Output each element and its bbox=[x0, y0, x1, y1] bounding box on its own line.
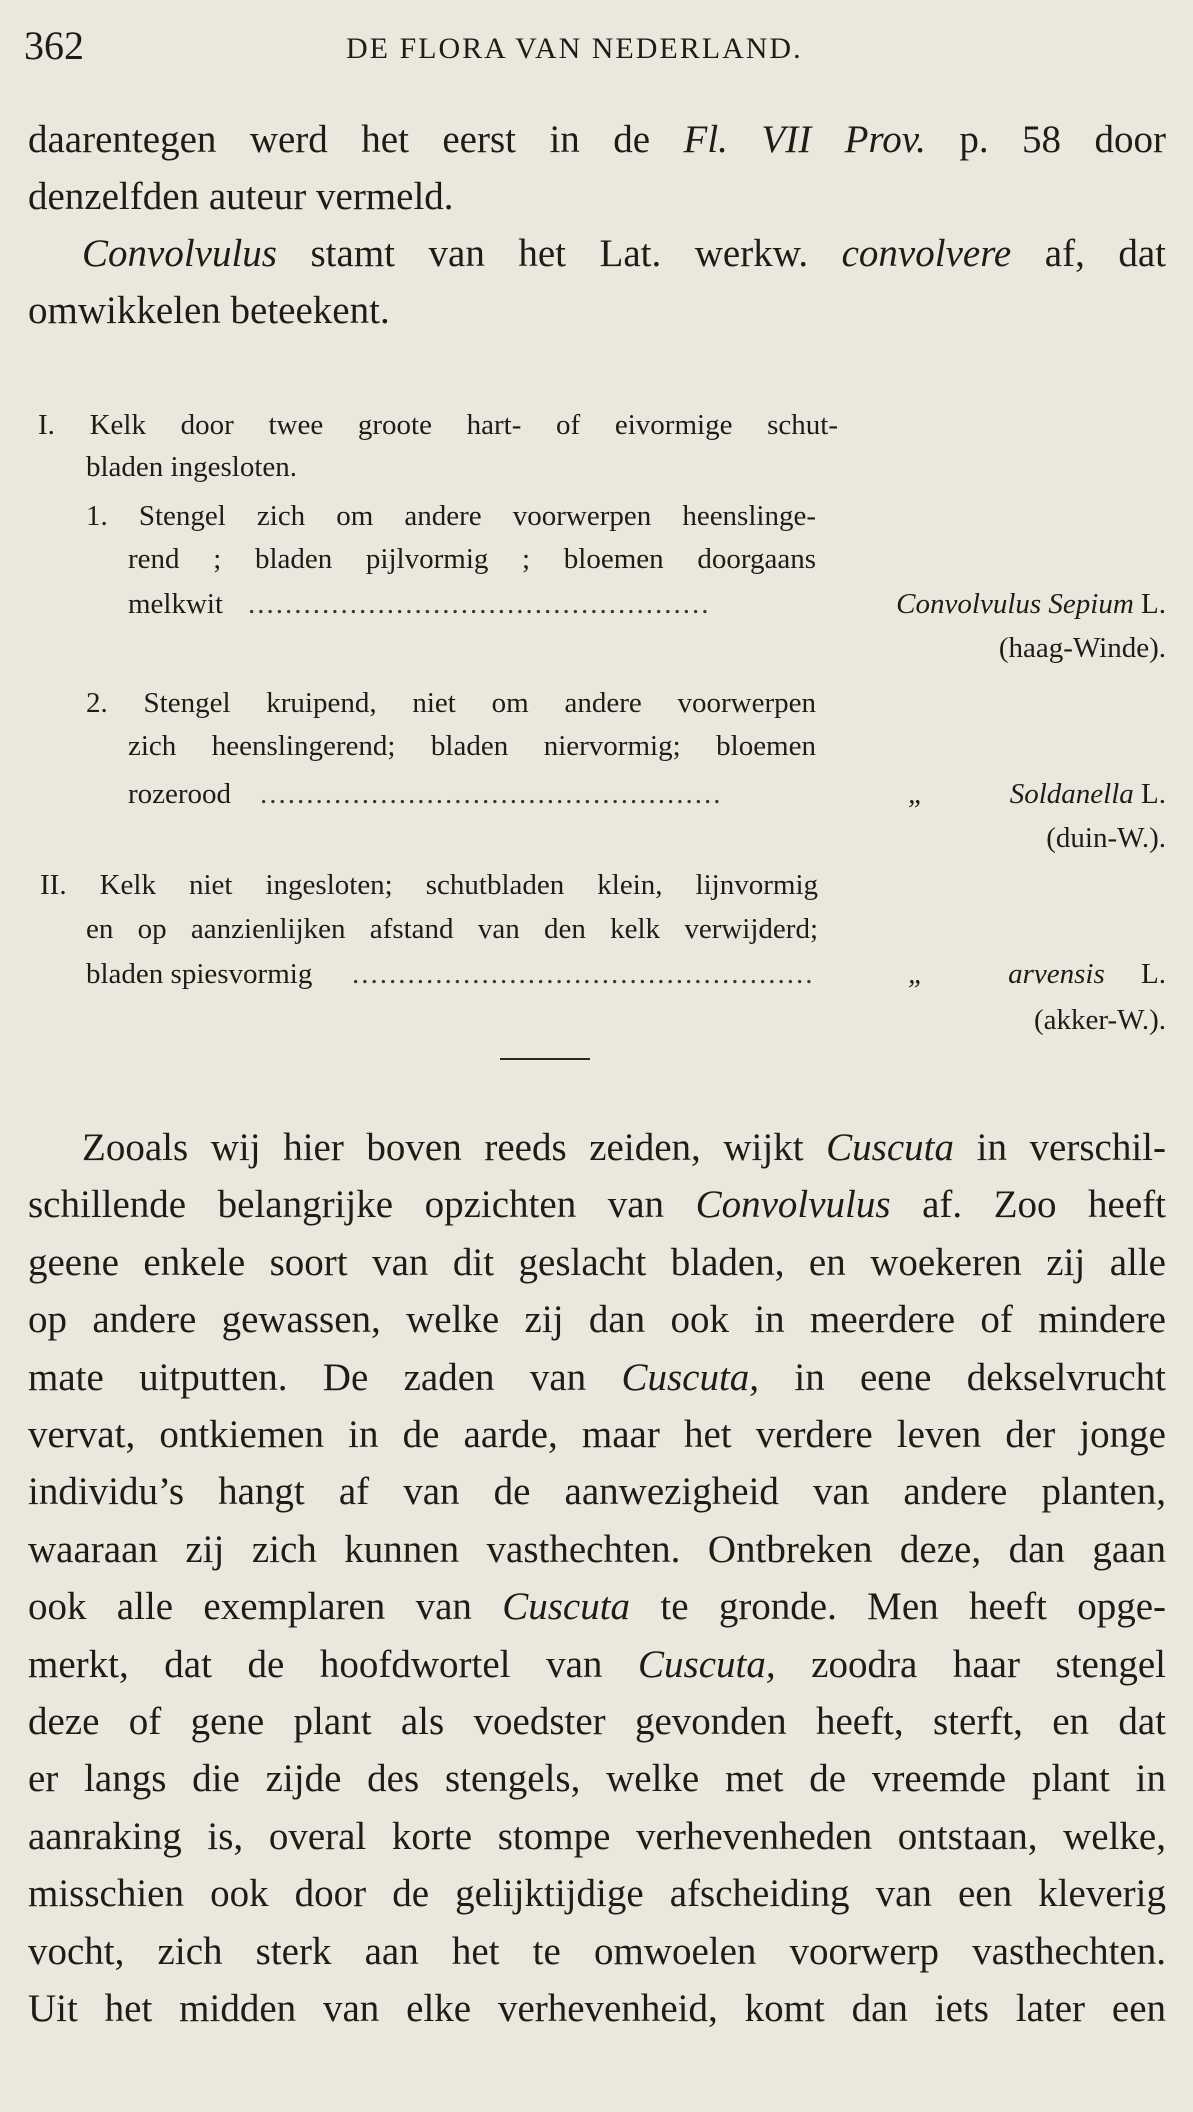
text-line bbox=[28, 1295, 1166, 1345]
key-item-1-line-2: rend ; bladen pijlvormig ; bloemen doorgaans bbox=[128, 543, 816, 575]
leader-dots: .................................................. bbox=[352, 958, 815, 990]
text-run: geene enkele soort van dit geslacht bladen, en woekeren zij alle bbox=[28, 1240, 1166, 1284]
text-run: in eene dekselvrucht bbox=[759, 1355, 1166, 1399]
species-epithet: Soldanella bbox=[1009, 778, 1134, 810]
text-line bbox=[82, 229, 1166, 279]
text-run: zoodra haar stengel bbox=[775, 1642, 1167, 1686]
text-run: Uit het midden van elke verhevenheid, komt dan iets later een bbox=[28, 1987, 1166, 2030]
species-epithet: Convolvulus Sepium bbox=[896, 588, 1134, 620]
text-line bbox=[28, 1525, 1166, 1575]
vernacular-name: (haag-Winde). bbox=[998, 632, 1166, 664]
page-number: 362 bbox=[24, 23, 84, 68]
text-run: waaraan zij zich kunnen vasthechten. Ontbreken deze, dan gaan bbox=[28, 1527, 1166, 1571]
text-run: omwikkelen beteekent. bbox=[28, 289, 390, 332]
text-line bbox=[28, 286, 1166, 336]
key-lead-1-line-2: bladen ingesloten. bbox=[86, 451, 298, 483]
text-line bbox=[28, 1869, 1166, 1919]
species-author: L. bbox=[1141, 588, 1166, 620]
text-run: er langs die zijde des stengels, welke met de vreemde plant in bbox=[28, 1757, 1166, 1801]
italic-term: Convolvulus bbox=[695, 1183, 891, 1227]
key-lead-2-line-2: en op aanzienlijken afstand van den kelk verwijderd; bbox=[86, 913, 818, 945]
italic-term: Cuscuta, bbox=[638, 1642, 776, 1686]
species-author: L. bbox=[1141, 958, 1166, 990]
text-run: deze of gene plant als voedster gevonden heeft, sterft, en dat bbox=[28, 1700, 1166, 1743]
text-run: vervat, ontkiemen in de aarde, maar het verdere leven der jonge bbox=[28, 1413, 1166, 1456]
page-header bbox=[24, 18, 1174, 78]
italic-term: Convolvulus bbox=[82, 232, 277, 275]
text-line bbox=[28, 115, 1166, 165]
key-lead-1-line-1: I. Kelk door twee groote hart- of eivormige schut- bbox=[38, 409, 838, 441]
text-run: misschien ook door de gelijktijdige afscheiding van een kleverig bbox=[28, 1872, 1166, 1916]
text-line bbox=[28, 1180, 1166, 1230]
text-run: daarentegen werd het eerst in de bbox=[28, 118, 684, 161]
text-line bbox=[28, 1754, 1166, 1804]
text-run: ook alle exemplaren van bbox=[28, 1585, 503, 1629]
italic-term: Cuscuta bbox=[826, 1126, 954, 1169]
species-author: L. bbox=[1141, 778, 1166, 810]
ditto-mark: „ bbox=[908, 958, 925, 990]
section-divider bbox=[500, 1058, 590, 1060]
key-lead-2-line-1: II. Kelk niet ingesloten; schutbladen klein, lijnvormig bbox=[40, 869, 818, 901]
text-run: individu’s hangt af van de aanwezigheid van andere planten, bbox=[28, 1470, 1166, 1514]
italic-term: Cuscuta, bbox=[621, 1355, 760, 1399]
species-epithet: arvensis bbox=[1008, 958, 1105, 990]
key-item-1-line-1: 1. Stengel zich om andere voorwerpen heenslinge- bbox=[86, 500, 816, 532]
text-line bbox=[28, 1582, 1166, 1632]
vernacular-name: (akker-W.). bbox=[1033, 1004, 1166, 1036]
text-run: mate uitputten. De zaden van bbox=[28, 1355, 622, 1399]
italic-term: Cuscuta bbox=[502, 1585, 631, 1629]
text-run: aanraking is, overal korte stompe verhevenheden ontstaan, welke, bbox=[28, 1814, 1166, 1858]
text-line bbox=[28, 1927, 1166, 1977]
text-line bbox=[28, 1640, 1166, 1690]
text-run: te gronde. Men heeft opge- bbox=[630, 1585, 1167, 1629]
text-run: vocht, zich sterk aan het te omwoelen voorwerp vasthechten. bbox=[28, 1929, 1166, 1973]
species-name bbox=[896, 584, 1166, 624]
vernacular-name: (duin-W.). bbox=[1046, 822, 1166, 854]
text-run: schillende belangrijke opzichten van bbox=[28, 1183, 696, 1227]
text-line bbox=[28, 1410, 1166, 1460]
text-run: af, dat bbox=[1011, 232, 1166, 275]
ditto-mark: „ bbox=[908, 778, 925, 810]
text-line bbox=[82, 1123, 1166, 1173]
text-line bbox=[28, 1984, 1166, 2034]
text-run: op andere gewassen, welke zij dan ook in meerdere of mindere bbox=[28, 1298, 1166, 1342]
leader-dots: .................................................. bbox=[260, 778, 723, 810]
text-line bbox=[28, 1238, 1166, 1288]
text-line bbox=[28, 1697, 1166, 1747]
italic-term: Fl. VII Prov. bbox=[683, 118, 926, 161]
key-item-2-line-2: zich heenslingerend; bladen niervormig; bloemen bbox=[128, 730, 816, 762]
running-title: DE FLORA VAN NEDERLAND. bbox=[346, 32, 803, 65]
text-run: Zooals wij hier boven reeds zeiden, wijkt bbox=[82, 1126, 827, 1169]
species-name bbox=[1010, 774, 1166, 814]
text-run: in verschil- bbox=[954, 1126, 1166, 1169]
text-run: denzelfden auteur vermeld. bbox=[28, 175, 454, 218]
text-run: merkt, dat de hoofdwortel van bbox=[28, 1642, 638, 1686]
text-run: af. Zoo heeft bbox=[890, 1183, 1166, 1227]
key-lead-2-line-3: bladen spiesvormig bbox=[86, 958, 313, 990]
text-line bbox=[28, 172, 1166, 222]
text-line bbox=[28, 1467, 1166, 1517]
italic-term: convolvere bbox=[841, 232, 1012, 275]
text-line bbox=[28, 1353, 1166, 1403]
species-name bbox=[1008, 954, 1166, 994]
key-item-2-line-1: 2. Stengel kruipend, niet om andere voorwerpen bbox=[86, 687, 816, 719]
text-run: stamt van het Lat. werkw. bbox=[276, 232, 842, 275]
text-run: p. 58 door bbox=[925, 118, 1166, 161]
text-line bbox=[28, 1812, 1166, 1862]
key-item-1-line-3: melkwit bbox=[128, 588, 224, 620]
key-item-2-line-3: rozerood bbox=[128, 778, 232, 810]
leader-dots: .................................................. bbox=[248, 588, 711, 620]
